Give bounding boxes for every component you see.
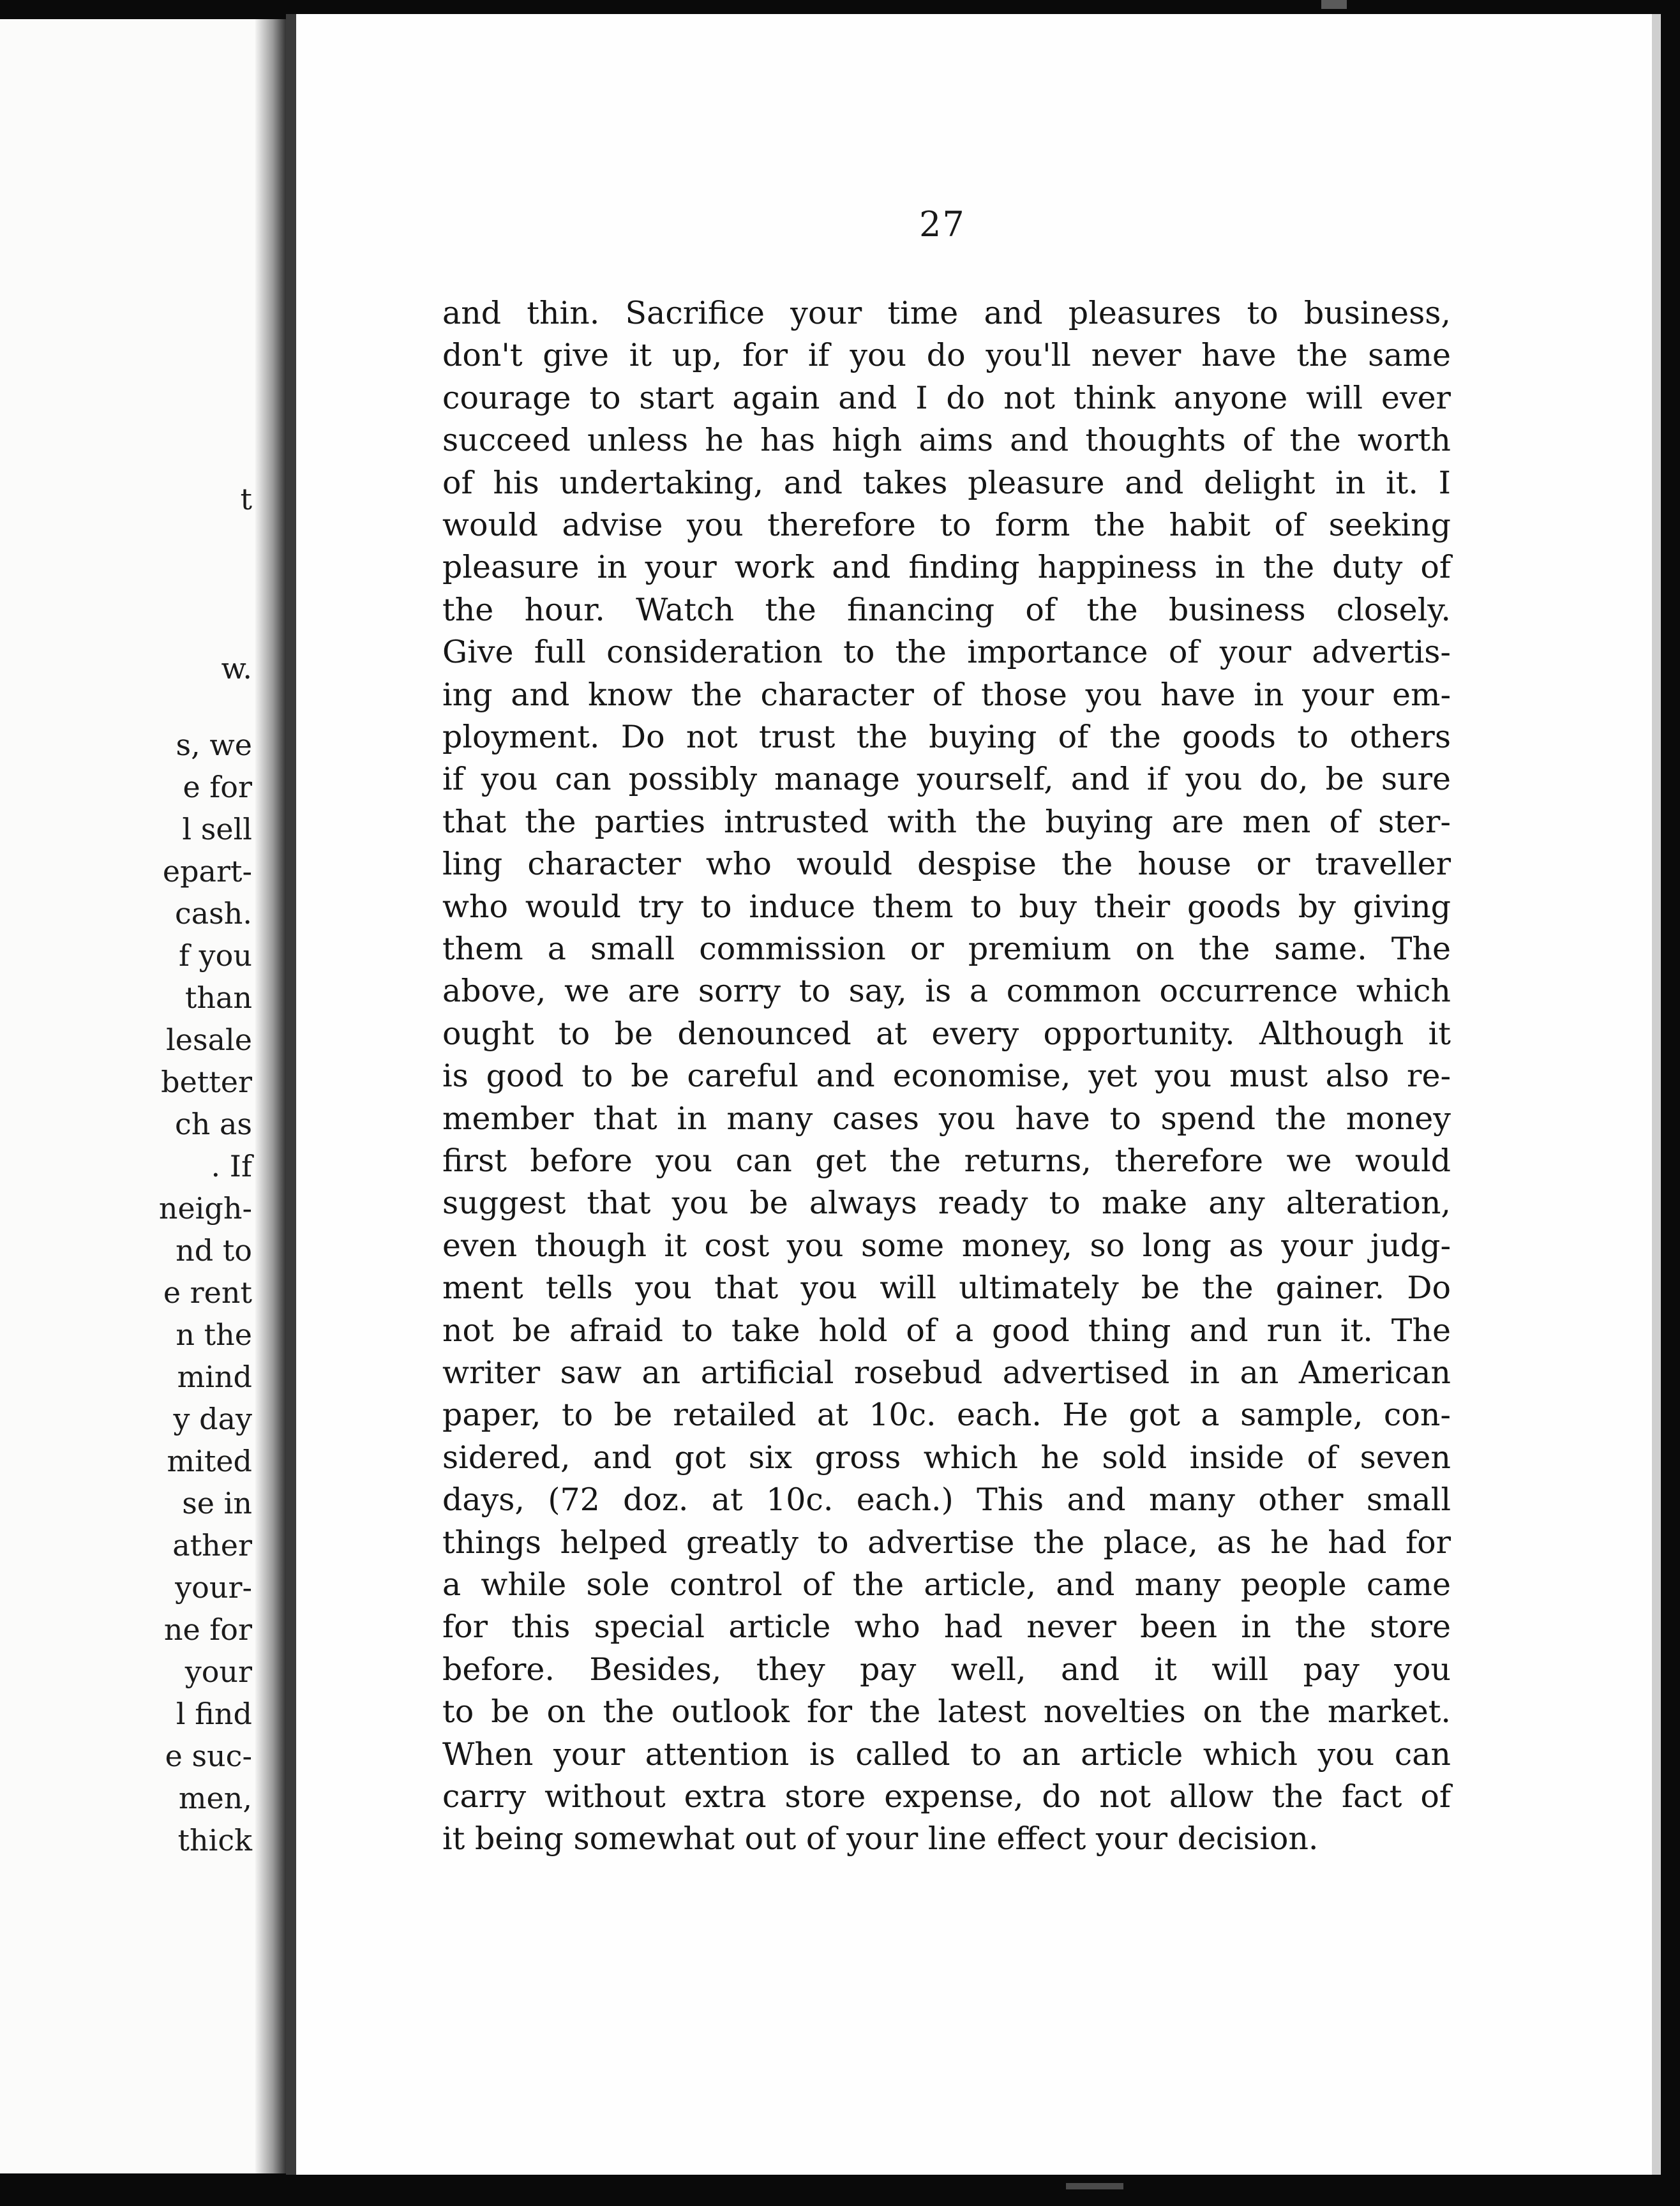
- text-line: When your attention is called to an article which you can: [442, 1736, 1451, 1773]
- left-line: n the: [176, 1317, 252, 1352]
- previous-page-fragment: [0, 19, 271, 2173]
- left-line: f you: [179, 938, 252, 973]
- left-line: men,: [178, 1781, 252, 1815]
- left-line: thick: [177, 1823, 252, 1857]
- text-line: of his undertaking, and takes pleasure and delight in it. I: [442, 464, 1451, 501]
- left-line: than: [184, 980, 252, 1015]
- left-line: cash.: [174, 896, 252, 931]
- text-line: before. Besides, they pay well, and it will pay you: [442, 1651, 1451, 1688]
- text-line: for this special article who had never been in the store: [442, 1609, 1451, 1646]
- text-line: above, we are sorry to say, is a common occurrence which: [442, 973, 1451, 1010]
- left-line: w.: [221, 651, 252, 686]
- scan-artifact-bottom: [1066, 2183, 1123, 2189]
- left-line: better: [161, 1065, 252, 1099]
- text-line: succeed unless he has high aims and thoughts of the worth: [442, 422, 1451, 459]
- left-line: your: [184, 1655, 252, 1689]
- text-line: a while sole control of the article, and many people came: [442, 1566, 1451, 1603]
- text-line: ment tells you that you will ultimately be the gainer. Do: [442, 1270, 1451, 1307]
- left-line: lesale: [166, 1023, 252, 1057]
- text-line: Give full consideration to the importance of your advertis-: [442, 634, 1451, 671]
- left-line: neigh-: [158, 1191, 252, 1226]
- left-line: e for: [183, 770, 252, 804]
- text-line: days, (72 doz. at 10c. each.) This and many other small: [442, 1482, 1451, 1519]
- text-line: courage to start again and I do not think anyone will ever: [442, 379, 1451, 416]
- text-line: them a small commission or premium on the same. The: [442, 931, 1451, 967]
- text-line-last: it being somewhat out of your line effect your decision.: [442, 1820, 1319, 1857]
- text-line: don't give it up, for if you do you'll never have the same: [442, 337, 1451, 374]
- text-line: first before you can get the returns, therefore we would: [442, 1143, 1451, 1179]
- text-line: paper, to be retailed at 10c. each. He got a sample, con-: [442, 1397, 1451, 1434]
- text-line: if you can possibly manage yourself, and if you do, be sure: [442, 761, 1451, 798]
- left-line: se in: [182, 1486, 252, 1520]
- left-line: s, we: [176, 728, 252, 762]
- left-line: mited: [167, 1444, 252, 1478]
- left-line: . If: [211, 1149, 252, 1183]
- text-line: ling character who would despise the house or traveller: [442, 846, 1451, 883]
- text-line: member that in many cases you have to spend the money: [442, 1100, 1451, 1137]
- left-line: nd to: [176, 1233, 252, 1268]
- text-line: ing and know the character of those you have in your em-: [442, 676, 1451, 713]
- text-line: ought to be denounced at every opportunity. Although it: [442, 1015, 1451, 1052]
- left-line: epart-: [162, 854, 252, 889]
- left-line: your-: [175, 1570, 252, 1605]
- left-line: e rent: [163, 1275, 252, 1310]
- text-line: suggest that you be always ready to make any alteration,: [442, 1185, 1451, 1222]
- left-line: t: [240, 482, 252, 516]
- text-line: writer saw an artificial rosebud advertised in an American: [442, 1354, 1451, 1391]
- text-line: ployment. Do not trust the buying of the goods to others: [442, 719, 1451, 755]
- text-line: to be on the outlook for the latest novelties on the market.: [442, 1693, 1451, 1730]
- left-line: ather: [172, 1528, 252, 1563]
- left-line: y day: [173, 1402, 252, 1436]
- left-line: ne for: [163, 1612, 252, 1647]
- text-line: carry without extra store expense, do not allow the fact of: [442, 1778, 1451, 1815]
- text-line: not be afraid to take hold of a good thing and run it. The: [442, 1312, 1451, 1349]
- left-line: l find: [176, 1697, 252, 1731]
- text-line: the hour. Watch the financing of the business closely.: [442, 591, 1451, 628]
- text-line: and thin. Sacrifice your time and pleasures to business,: [442, 295, 1451, 331]
- text-line: who would try to induce them to buy their goods by giving: [442, 888, 1451, 925]
- page-number: 27: [919, 204, 966, 244]
- text-line: is good to be careful and economise, yet you must also re-: [442, 1058, 1451, 1095]
- left-line: mind: [177, 1360, 252, 1394]
- scan-artifact-top: [1321, 0, 1347, 9]
- text-line: that the parties intrusted with the buying are men of ster-: [442, 803, 1451, 840]
- text-line: things helped greatly to advertise the place, as he had for: [442, 1524, 1451, 1561]
- book-gutter-shadow: [255, 19, 287, 2173]
- text-line: would advise you therefore to form the habit of seeking: [442, 507, 1451, 543]
- left-line: ch as: [174, 1107, 252, 1141]
- left-line: l sell: [182, 812, 252, 846]
- page-edge: [1652, 14, 1661, 2175]
- left-line: e suc-: [165, 1739, 252, 1773]
- text-line: even though it cost you some money, so long as your judg-: [442, 1227, 1451, 1264]
- text-line: pleasure in your work and finding happiness in the duty of: [442, 549, 1451, 586]
- text-line: sidered, and got six gross which he sold inside of seven: [442, 1439, 1451, 1476]
